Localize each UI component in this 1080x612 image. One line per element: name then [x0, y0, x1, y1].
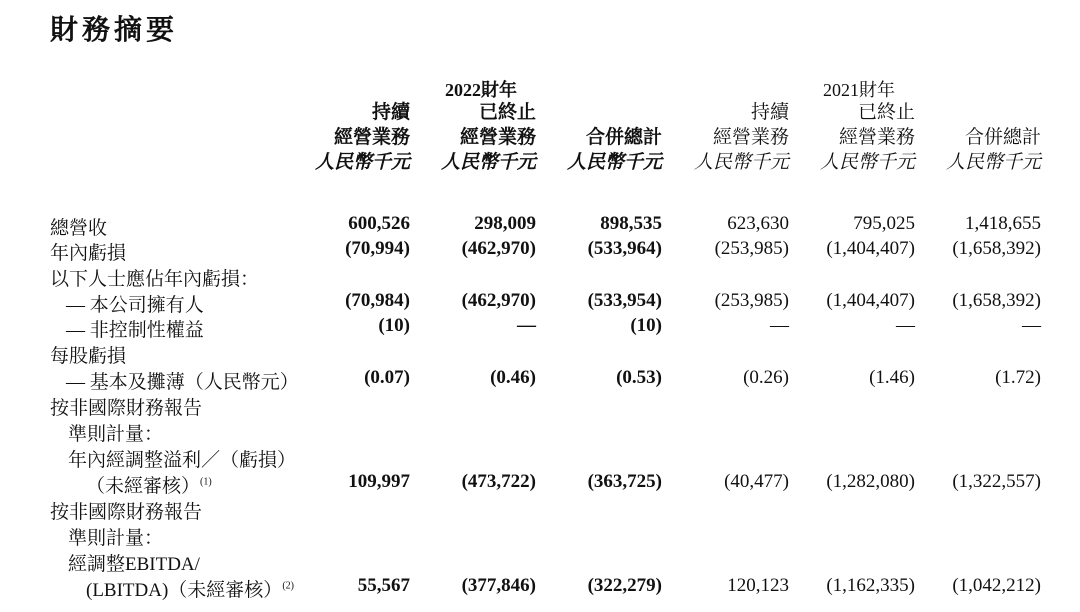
row-label — [86, 471, 212, 498]
column-unit: 人民幣千元 — [693, 152, 789, 173]
column-header-line: 持續 — [371, 102, 410, 123]
row-label — [68, 419, 163, 446]
table-row — [0, 393, 1080, 418]
row-label-text: — 非控制性權益 — [66, 320, 204, 341]
table-cell: 109,997 — [348, 471, 410, 492]
table-cell: — — [896, 315, 915, 336]
column-header-5 — [891, 100, 1041, 175]
row-label-text: 按非國際財務報告 — [50, 502, 203, 523]
table-row — [0, 213, 1080, 238]
table-cell: (1,322,557) — [952, 471, 1041, 492]
row-label-text: （未經審核） — [86, 476, 201, 497]
column-header-line: 已終止 — [857, 102, 915, 123]
row-label-text: 以下人士應佔年內虧損： — [50, 269, 260, 290]
table-row — [0, 315, 1080, 340]
row-label-text: 按非國際財務報告 — [50, 398, 203, 419]
row-label — [50, 238, 126, 265]
table-cell: (1,404,407) — [826, 290, 915, 311]
table-cell: (1.72) — [995, 367, 1041, 388]
table-cell: (322,279) — [587, 575, 662, 596]
table-cell: (473,722) — [461, 471, 536, 492]
row-label-text: 年內經調整溢利／（虧損） — [68, 450, 297, 471]
column-header-line: 合併總計 — [964, 127, 1041, 148]
column-unit: 人民幣千元 — [566, 152, 662, 173]
table-cell: (462,970) — [461, 238, 536, 259]
table-cell: — — [770, 315, 789, 336]
table-cell: 600,526 — [348, 213, 410, 234]
column-header-line: 經營業務 — [712, 127, 789, 148]
column-header-line — [891, 100, 1041, 125]
row-label — [68, 445, 296, 472]
table-cell: — — [1022, 315, 1041, 336]
table-row — [0, 264, 1080, 289]
table-cell: (1.46) — [869, 367, 915, 388]
row-label — [50, 497, 202, 524]
footnote-ref: (1) — [200, 476, 212, 488]
row-label-text: 年內虧損 — [50, 243, 127, 264]
row-label-text: 準則計量： — [68, 424, 164, 445]
table-row — [0, 419, 1080, 444]
column-unit: 人民幣千元 — [440, 152, 536, 173]
table-cell: — — [517, 315, 536, 336]
column-header-line: 合併總計 — [585, 127, 662, 148]
table-cell: 898,535 — [600, 213, 662, 234]
table-row — [0, 445, 1080, 470]
row-label-text: — 本公司擁有人 — [66, 295, 204, 316]
column-unit: 人民幣千元 — [314, 152, 410, 173]
table-cell: 120,123 — [727, 575, 789, 596]
table-cell: (1,658,392) — [952, 238, 1041, 259]
table-cell: 1,418,655 — [965, 213, 1041, 234]
table-cell: (533,954) — [587, 290, 662, 311]
row-label — [50, 393, 202, 420]
row-label-text: 總營收 — [50, 218, 108, 239]
row-label — [50, 264, 259, 291]
column-header-line: 經營業務 — [459, 127, 536, 148]
table-cell: (0.53) — [616, 367, 662, 388]
table-cell: 795,025 — [853, 213, 915, 234]
row-label — [50, 213, 107, 240]
row-label — [50, 341, 126, 368]
table-cell: 623,630 — [727, 213, 789, 234]
table-cell: (253,985) — [714, 290, 789, 311]
footnote-ref: (2) — [282, 580, 294, 592]
table-cell: (253,985) — [714, 238, 789, 259]
table-cell: (1,282,080) — [826, 471, 915, 492]
table-cell: (462,970) — [461, 290, 536, 311]
row-label-text: 每股虧損 — [50, 346, 127, 367]
table-row — [0, 549, 1080, 574]
row-label — [68, 549, 200, 576]
table-row — [0, 367, 1080, 392]
table-row — [0, 575, 1080, 600]
year-header-2021: 2021財年 — [823, 80, 895, 100]
table-cell: 55,567 — [357, 575, 410, 596]
column-header-line: 經營業務 — [333, 127, 410, 148]
table-row — [0, 238, 1080, 263]
row-label — [66, 290, 204, 317]
column-header-line: 經營業務 — [838, 127, 915, 148]
table-row — [0, 523, 1080, 548]
row-label — [68, 523, 163, 550]
column-unit: 人民幣千元 — [819, 152, 915, 173]
table-cell: (377,846) — [461, 575, 536, 596]
table-cell: (0.46) — [490, 367, 536, 388]
table-cell: (1,162,335) — [826, 575, 915, 596]
table-cell: (533,964) — [587, 238, 662, 259]
table-cell: (0.07) — [364, 367, 410, 388]
table-cell: (1,404,407) — [826, 238, 915, 259]
table-cell: (40,477) — [724, 471, 789, 492]
year-header-2022: 2022財年 — [445, 80, 517, 100]
row-label — [66, 315, 204, 342]
table-row — [0, 497, 1080, 522]
row-label-text: — 基本及攤薄（人民幣元） — [66, 372, 299, 393]
table-cell: (10) — [378, 315, 410, 336]
table-cell: (1,042,212) — [952, 575, 1041, 596]
table-row — [0, 471, 1080, 496]
table-cell: (70,984) — [345, 290, 410, 311]
row-label-text: 準則計量： — [68, 528, 164, 549]
page-title: 財務摘要 — [50, 13, 179, 46]
row-label-text: (LBITDA)（未經審核） — [86, 580, 283, 601]
table-row — [0, 290, 1080, 315]
table-cell: (1,658,392) — [952, 290, 1041, 311]
column-header-line: 持續 — [750, 102, 789, 123]
table-cell: (0.26) — [743, 367, 789, 388]
table-cell: 298,009 — [474, 213, 536, 234]
column-unit: 人民幣千元 — [945, 152, 1041, 173]
table-cell: (363,725) — [587, 471, 662, 492]
table-cell: (10) — [630, 315, 662, 336]
table-row — [0, 341, 1080, 366]
column-header-line: 已終止 — [478, 102, 536, 123]
table-cell: (70,994) — [345, 238, 410, 259]
row-label-text: 經調整EBITDA/ — [68, 554, 200, 575]
